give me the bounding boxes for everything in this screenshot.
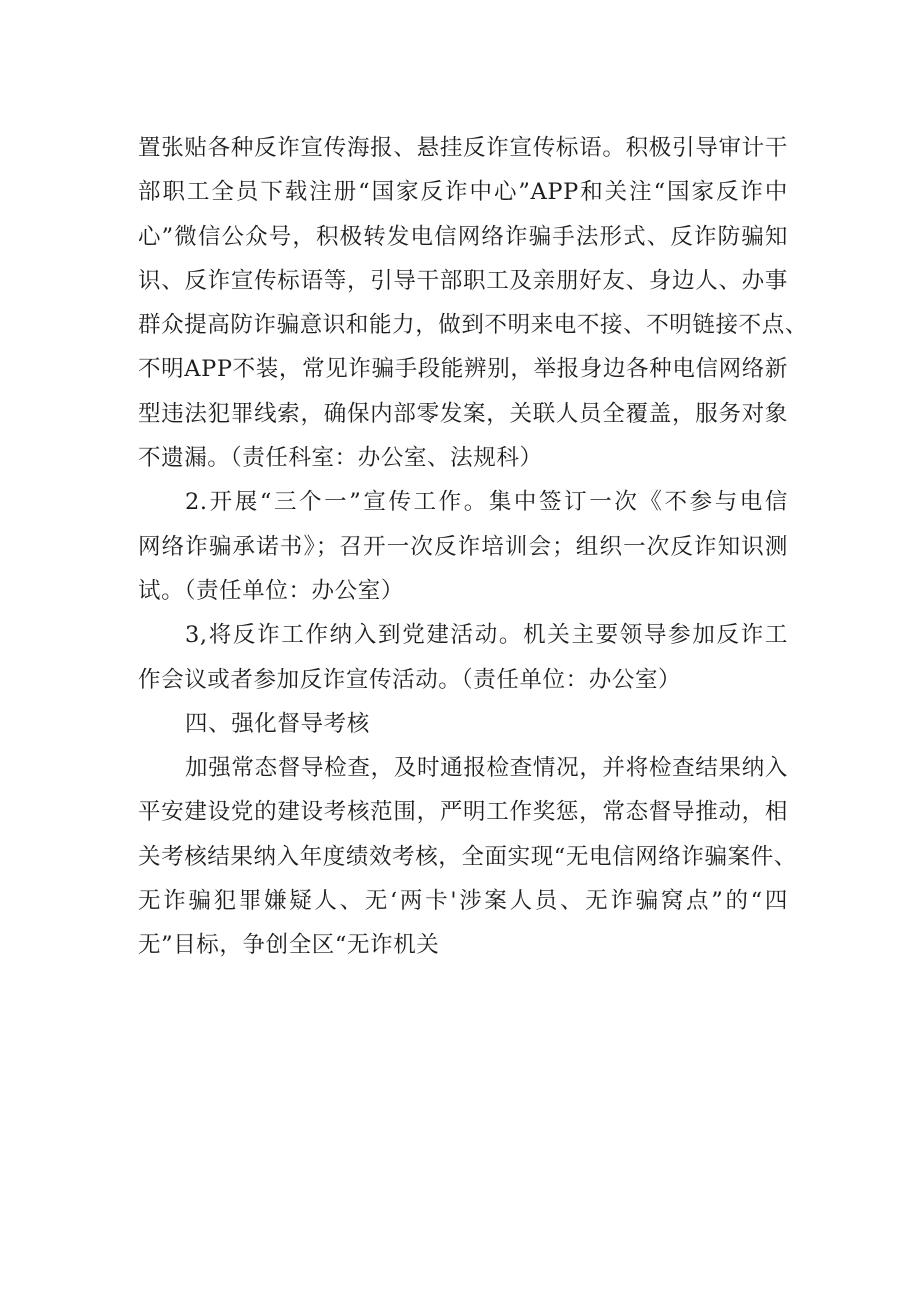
text-line: 3,将反诈工作纳入到党建活动。机关主要领导参加反诈工 xyxy=(185,622,788,649)
text-line: 型违法犯罪线索，确保内部零发案，关联人员全覆盖，服务对象 xyxy=(138,400,788,427)
text-line: 试。（责任单位：办公室） xyxy=(138,577,404,604)
text-line: 网络诈骗承诺书》；召开一次反诈培训会；组织一次反诈知识测 xyxy=(138,533,788,560)
text-line: 部职工全员下载注册“国家反诈中心”APP和关注“国家反诈中 xyxy=(138,179,788,206)
text-line: 作会议或者参加反诈宣传活动。（责任单位：办公室） xyxy=(138,666,682,693)
text-line: 群众提高防诈骗意识和能力，做到不明来电不接、不明链接不点、 xyxy=(138,312,808,339)
text-line: 加强常态督导检查，及时通报检查情况，并将检查结果纳入 xyxy=(185,755,788,782)
text-line: 四、强化督导考核 xyxy=(185,710,370,737)
text-line: 不明APP不装，常见诈骗手段能辨别，举报身边各种电信网络新 xyxy=(138,356,788,383)
text-line: 无诈骗犯罪嫌疑人、无‘两卡'涉案人员、无诈骗窝点”的“四 xyxy=(138,888,788,915)
document-body xyxy=(138,126,808,968)
text-line: 平安建设党的建设考核范围，严明工作奖惩，常态督导推动，相 xyxy=(138,799,788,826)
text-line: 2.开展“三个一”宣传工作。集中签订一次《不参与电信 xyxy=(185,489,788,516)
text-line: 无”目标，争创全区“无诈机关 xyxy=(138,932,440,959)
text-line: 识、反诈宣传标语等，引导干部职工及亲朋好友、身边人、办事 xyxy=(138,267,788,294)
text-line: 置张贴各种反诈宣传海报、悬挂反诈宣传标语。积极引导审计干 xyxy=(138,135,788,161)
text-line: 心”微信公众号，积极转发电信网络诈骗手法形式、反诈防骗知 xyxy=(138,223,788,250)
text-line: 不遗漏。（责任科室：办公室、法规科） xyxy=(138,445,543,472)
text-line: 关考核结果纳入年度绩效考核，全面实现“无电信网络诈骗案件、 xyxy=(138,843,797,870)
